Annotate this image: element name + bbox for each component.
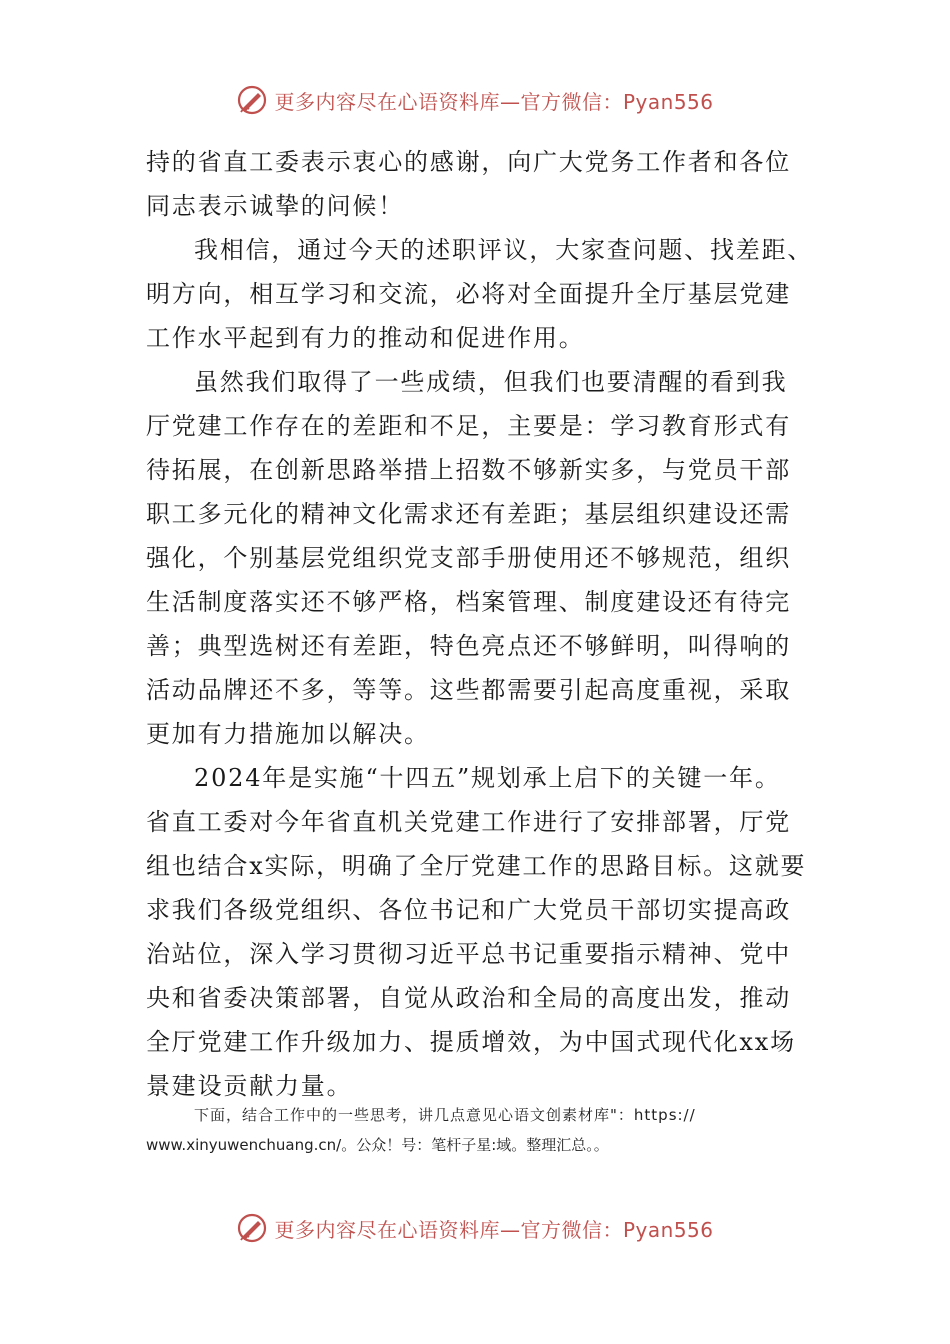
header-watermark [0,84,950,116]
paragraph-line: 厅党建工作存在的差距和不足，主要是：学习教育形式有 [146,412,791,440]
paragraph-line: 更加有力措施加以解决。 [146,720,430,748]
paragraph-line: 求我们各级党组织、各位书记和广大党员干部切实提高政 [146,896,791,924]
paragraph-line: 工作水平起到有力的推动和促进作用。 [146,324,585,352]
footnote-line-2: www.xinyuwenchuang.cn/。公众！号：笔杆子星:域。整理汇总。。 [146,1136,609,1154]
paragraph-line: 央和省委决策部署，自觉从政治和全局的高度出发，推动 [146,984,791,1012]
watermark-text: 更多内容尽在心语资料库—官方微信： [274,1217,623,1242]
paragraph-line: 我相信，通过今天的述职评议，大家查问题、找差距、 [194,236,814,264]
pen-logo-icon [236,1212,268,1244]
paragraph-line: 强化，个别基层党组织党支部手册使用还不够规范，组织 [146,544,791,572]
footer-watermark [0,1212,950,1244]
paragraph-line: 虽然我们取得了一些成绩，但我们也要清醒的看到我 [194,368,788,396]
paragraph-line: 职工多元化的精神文化需求还有差距；基层组织建设还需 [146,500,791,528]
paragraph-line: 组也结合x实际，明确了全厅党建工作的思路目标。这就要 [146,852,807,880]
watermark-id: Pyan556 [622,1217,714,1242]
paragraph-line: 2024年是实施“十四五”规划承上启下的关键一年。 [194,764,781,792]
paragraph-line: 景建设贡献力量。 [146,1072,353,1100]
paragraph-line: 全厅党建工作升级加力、提质增效，为中国式现代化xx场 [146,1028,796,1056]
paragraph-line: 明方向，相互学习和交流，必将对全面提升全厅基层党建 [146,280,791,308]
paragraph-line: 生活制度落实还不够严格，档案管理、制度建设还有待完 [146,588,791,616]
paragraph-line: 活动品牌还不多，等等。这些都需要引起高度重视，采取 [146,676,791,704]
document-body [146,140,814,1108]
paragraph-line: 治站位，深入学习贯彻习近平总书记重要指示精神、党中 [146,940,791,968]
pen-logo-icon [236,84,268,116]
paragraph-line: 善；典型选树还有差距，特色亮点还不够鲜明，叫得响的 [146,632,791,660]
paragraph-line: 同志表示诚挚的问候！ [146,192,404,220]
watermark-id: Pyan556 [622,89,714,114]
footnote [146,1100,816,1160]
footnote-line-1: 下面，结合工作中的一些思考，讲几点意见心语文创素材库"：https:// [194,1106,696,1124]
paragraph-line: 待拓展，在创新思路举措上招数不够新实多，与党员干部 [146,456,791,484]
watermark-text: 更多内容尽在心语资料库—官方微信： [274,89,623,114]
paragraph-line: 省直工委对今年省直机关党建工作进行了安排部署，厅党 [146,808,791,836]
paragraph-line: 持的省直工委表示衷心的感谢，向广大党务工作者和各位 [146,148,791,176]
